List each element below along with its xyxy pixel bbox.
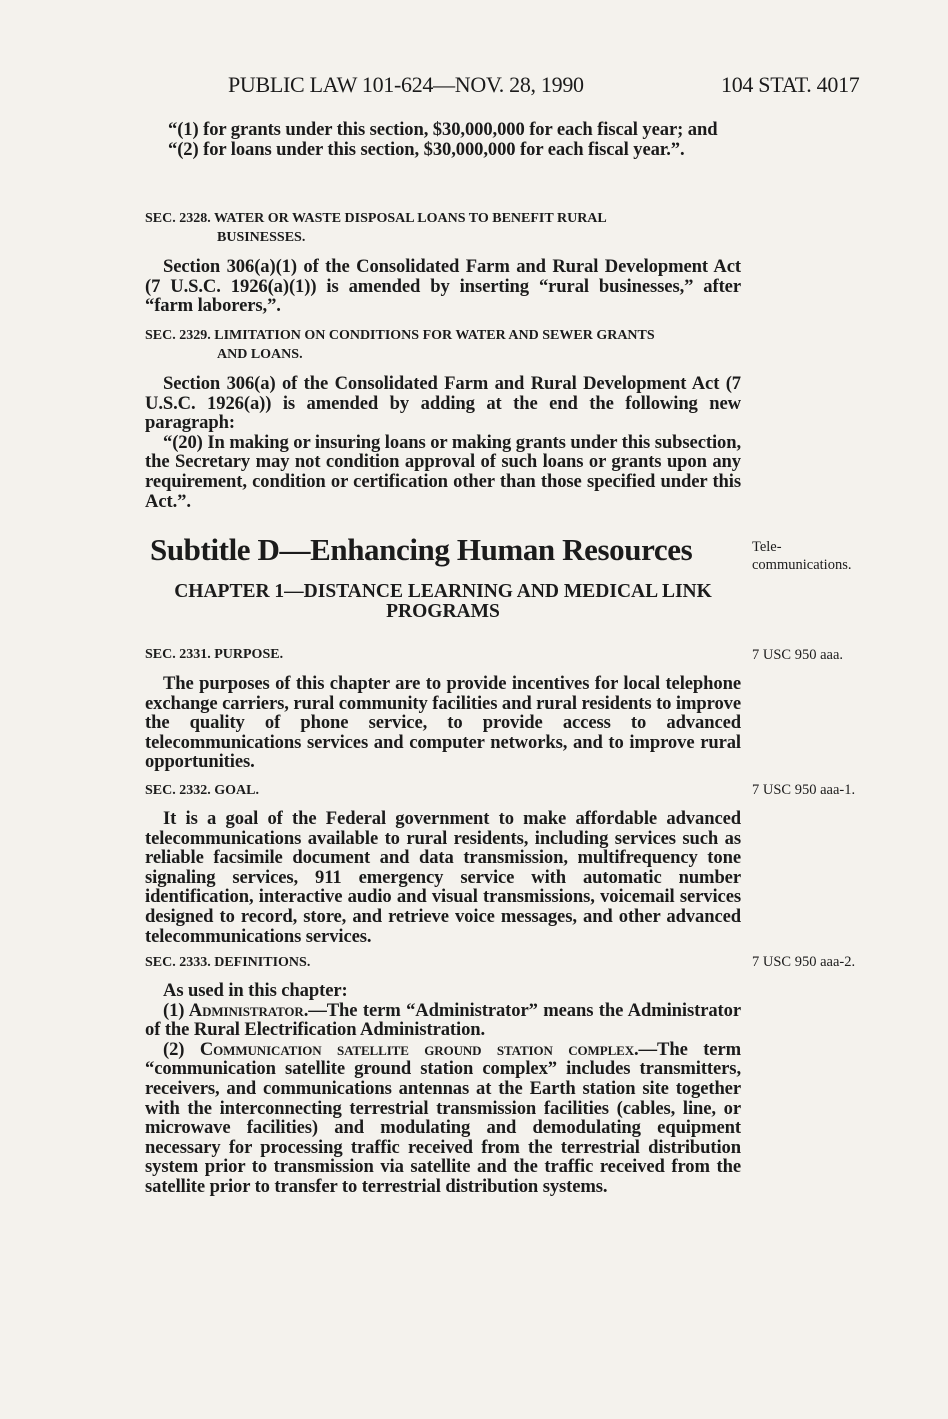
paragraph: “(1) for grants under this section, $30,000,000 for each fiscal year; and [168,119,718,140]
section-heading-2332: SEC. 2332. GOAL. [145,783,259,798]
subtitle-heading: Subtitle D—Enhancing Human Resources [150,532,693,567]
definition-term: (2) Communication satellite ground station complex. [163,1038,639,1060]
margin-note-usc: 7 USC 950 aaa-2. [752,954,856,970]
chapter-heading: CHAPTER 1—DISTANCE LEARNING AND MEDICAL LINK PROGRAMS [174,581,712,622]
appropriations-paragraphs [150,120,741,159]
running-head-title: PUBLIC LAW 101-624—NOV. 28, 1990 [228,72,584,97]
section-heading-2333: SEC. 2333. DEFINITIONS. [145,955,311,970]
section-heading-2328: SEC. 2328. WATER OR WASTE DISPOSAL LOANS TO BENEFIT RURAL BUSINESSES. [145,211,607,245]
margin-note-telecommunications: Tele- communications. [752,539,852,573]
section-body-2329: Section 306(a) of the Consolidated Farm and Rural Development Act (7 U.S.C. 1926(a)) is amended by adding at the end the following new paragraph: “(20) In making or insuring loans or making grants under this subsection, the Secretary may not condition approval of such loans or grants upon any requirement, condition or certification other than those specified under this Act.”. [145,373,741,512]
section-heading-2331: SEC. 2331. PURPOSE. [145,647,284,662]
margin-note-usc: 7 USC 950 aaa-1. [752,782,856,798]
section-body-2332: It is a goal of the Federal government to make affordable advanced telecommunications available to rural residents, including services such as reliable facsimile document and data transmission, multifrequency tone signaling services, 911 emergency service with automatic number identification, interactive audio and visual transmissions, voicemail services designed to record, store, and retrieve voice messages, and other advanced telecommunications services. [145,808,741,947]
section-body-2331: The purposes of this chapter are to provide incentives for local telephone exchange carriers, rural community facilities and rural residents to improve the quality of phone service, to provide access to advanced telecommunications services and computer networks, and to improve rural opportunities. [145,673,741,773]
paragraph: “(2) for loans under this section, $30,000,000 for each fiscal year.”. [168,138,685,160]
margin-note-usc: 7 USC 950 aaa. [752,647,844,663]
section-heading-2329: SEC. 2329. LIMITATION ON CONDITIONS FOR WATER AND SEWER GRANTS AND LOANS. [145,328,655,362]
section-body-2328: Section 306(a)(1) of the Consolidated Farm and Rural Development Act (7 U.S.C. 1926(a)(1)) is amended by inserting “rural businesses,” after “farm laborers,”. [145,256,741,317]
definition-term: (1) Administrator. [163,999,309,1021]
section-body-2333: As used in this chapter: (1) Administrator.—The term “Administrator” means the Administrator of the Rural Electrification Administration. (2) Communication satellite ground station complex.—The term “communication satellite ground station complex” includes transmitters, receivers, and communications antennas at the Earth station site together with the interconnecting terrestrial transmission facilities (cables, line, or microwave facilities) and modulating and demodulating equipment necessary for processing traffic received from the terrestrial distribution system prior to transmission via satellite and the traffic received from the satellite prior to transfer to terrestrial distribution systems. [145,980,741,1197]
page-number: 104 STAT. 4017 [721,72,860,97]
